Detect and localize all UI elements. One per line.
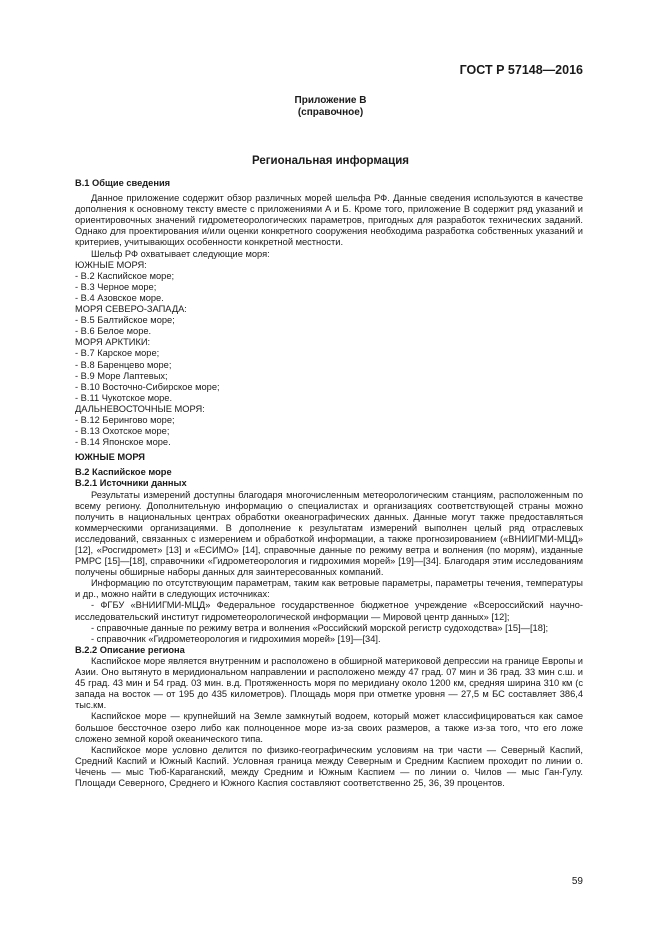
group-label: МОРЯ СЕВЕРО-ЗАПАДА: — [75, 304, 187, 315]
appendix-title — [0, 95, 661, 119]
paragraph: Каспийское море условно делится по физико-географическим условиям на три части — Северный Каспий, Средний Каспий и Южный Каспий. Условная граница между Северным и Средним Каспием проходит по линии о. Чечень — мыс Тюб-Караганский, между Средним и Южным Каспием — по линии о. Чилов — мыс Ган-Гулу. Площади Северного, Среднего и Южного Каспия составляют соответственно 25, 36, 39 процентов. — [75, 744, 583, 788]
list-item: - В.10 Восточно-Сибирское море; — [75, 381, 220, 392]
list-item: - В.3 Черное море; — [75, 281, 157, 292]
heading-b2-2: В.2.2 Описание региона — [75, 644, 185, 655]
paragraph: Каспийское море — крупнейший на Земле замкнутый водоем, который может классифицироваться как самое большое бессточное озеро либо как полноценное море из-за своих размеров, а также из-за того, что его ложе сложено земной корой океанического типа. — [75, 711, 583, 744]
appendix-label: Приложение В — [294, 95, 367, 106]
source-item: - ФГБУ «ВНИИГМИ-МЦД» Федеральное государственное бюджетное учреждение «Всероссийский научно-исследовательский институт гидрометеорологической информации — Мировой центр данных» [12]; — [75, 600, 583, 622]
section-title: Региональная информация — [251, 155, 410, 167]
list-item: - В.6 Белое море. — [75, 326, 152, 337]
list-item: - В.11 Чукотское море. — [75, 392, 173, 403]
list-item: - В.5 Балтийское море; — [75, 315, 175, 326]
list-item: - В.7 Карское море; — [75, 348, 160, 359]
appendix-note: (справочное) — [297, 107, 364, 118]
paragraph: Данное приложение содержит обзор различных морей шельфа РФ. Данные сведения используются в качестве дополнения к основному тексту вместе с приложениями А и Б. Кроме того, приложение В содержит ряд указаний и ориентировочных значений гидрометеорологических параметров, пригодных для разработок технических заданий. Однако для проектирования и/или оценки конкретного сооружения необходима разработка собственных указаний и критериев, учитывающих особенности конкретной местности. — [75, 193, 583, 248]
document-id: ГОСТ Р 57148—2016 — [459, 63, 583, 77]
heading-south-seas: ЮЖНЫЕ МОРЯ — [75, 452, 145, 463]
list-item: - В.4 Азовское море. — [75, 292, 164, 303]
heading-b1: В.1 Общие сведения — [75, 178, 171, 188]
paragraph: Информацию по отсутствующим параметрам, таким как ветровые параметры, параметры течения, температуры и др., можно найти в следующих источниках: — [75, 578, 583, 600]
paragraph: Каспийское море является внутренним и расположено в обширной материковой депрессии на границе Европы и Азии. Оно вытянуто в меридиональном направлении и расположено между 47 град. 07 мин и 36 град. 33 мин с.ш. и 45 град. 43 мин и 54 град. 03 мин. в.д. Протяженность моря по меридиану около 1200 км, средняя ширина 310 км (с запада на восток — от 195 до 435 километров). Площадь моря при отметке уровня — 27,5 м БС составляет 386,4 тыс.км. — [75, 655, 583, 711]
document-body — [75, 178, 583, 789]
heading-b2-1: В.2.1 Источники данных — [75, 478, 187, 489]
group-label: ЮЖНЫЕ МОРЯ: — [75, 259, 147, 270]
paragraph: Результаты измерений доступны благодаря многочисленным метеорологическим станциям, расположенным по всему региону. Дополнительную информацию о специалистах и организациях соответствующей страны можно получить в национальных центрах обработки океанографических данных. Данные могут также предоставляться коммерческими организациями. В дополнение к результатам измерений выполнен целый ряд отраслевых исследований, связанных с измерением и обработкой информации, а также прогнозированием («ВНИИГМИ-МЦД» [12], «Росгидромет» [13] и «ЕСИМО» [14], справочные данные по режиму ветра и волнения (по морям), изданные РМРС [15]—[18], справочники «Гидрометеорология и гидрохимия морей» [19]—[34]. Благодаря этим исследованиям получены обширные наборы данных для заинтересованных компаний. — [75, 489, 583, 578]
group-label: МОРЯ АРКТИКИ: — [75, 337, 151, 348]
group-label: ДАЛЬНЕВОСТОЧНЫЕ МОРЯ: — [75, 403, 205, 414]
heading-b2: В.2 Каспийское море — [75, 467, 172, 478]
list-item: - В.14 Японское море. — [75, 437, 171, 448]
source-item: - справочник «Гидрометеорология и гидрохимия морей» [19]—[34]. — [91, 633, 381, 644]
source-item: - справочные данные по режиму ветра и волнения «Российский морской регистр судоходства» [15]—[18]; — [91, 622, 549, 633]
list-item: - В.9 Море Лаптевых; — [75, 370, 168, 381]
page-number: 59 — [571, 876, 583, 887]
list-item: - В.12 Берингово море; — [75, 414, 175, 425]
list-item: - В.8 Баренцево море; — [75, 359, 172, 370]
list-item: - В.2 Каспийское море; — [75, 270, 175, 281]
paragraph: Шельф РФ охватывает следующие моря: — [91, 248, 270, 259]
list-item: - В.13 Охотское море; — [75, 426, 170, 437]
